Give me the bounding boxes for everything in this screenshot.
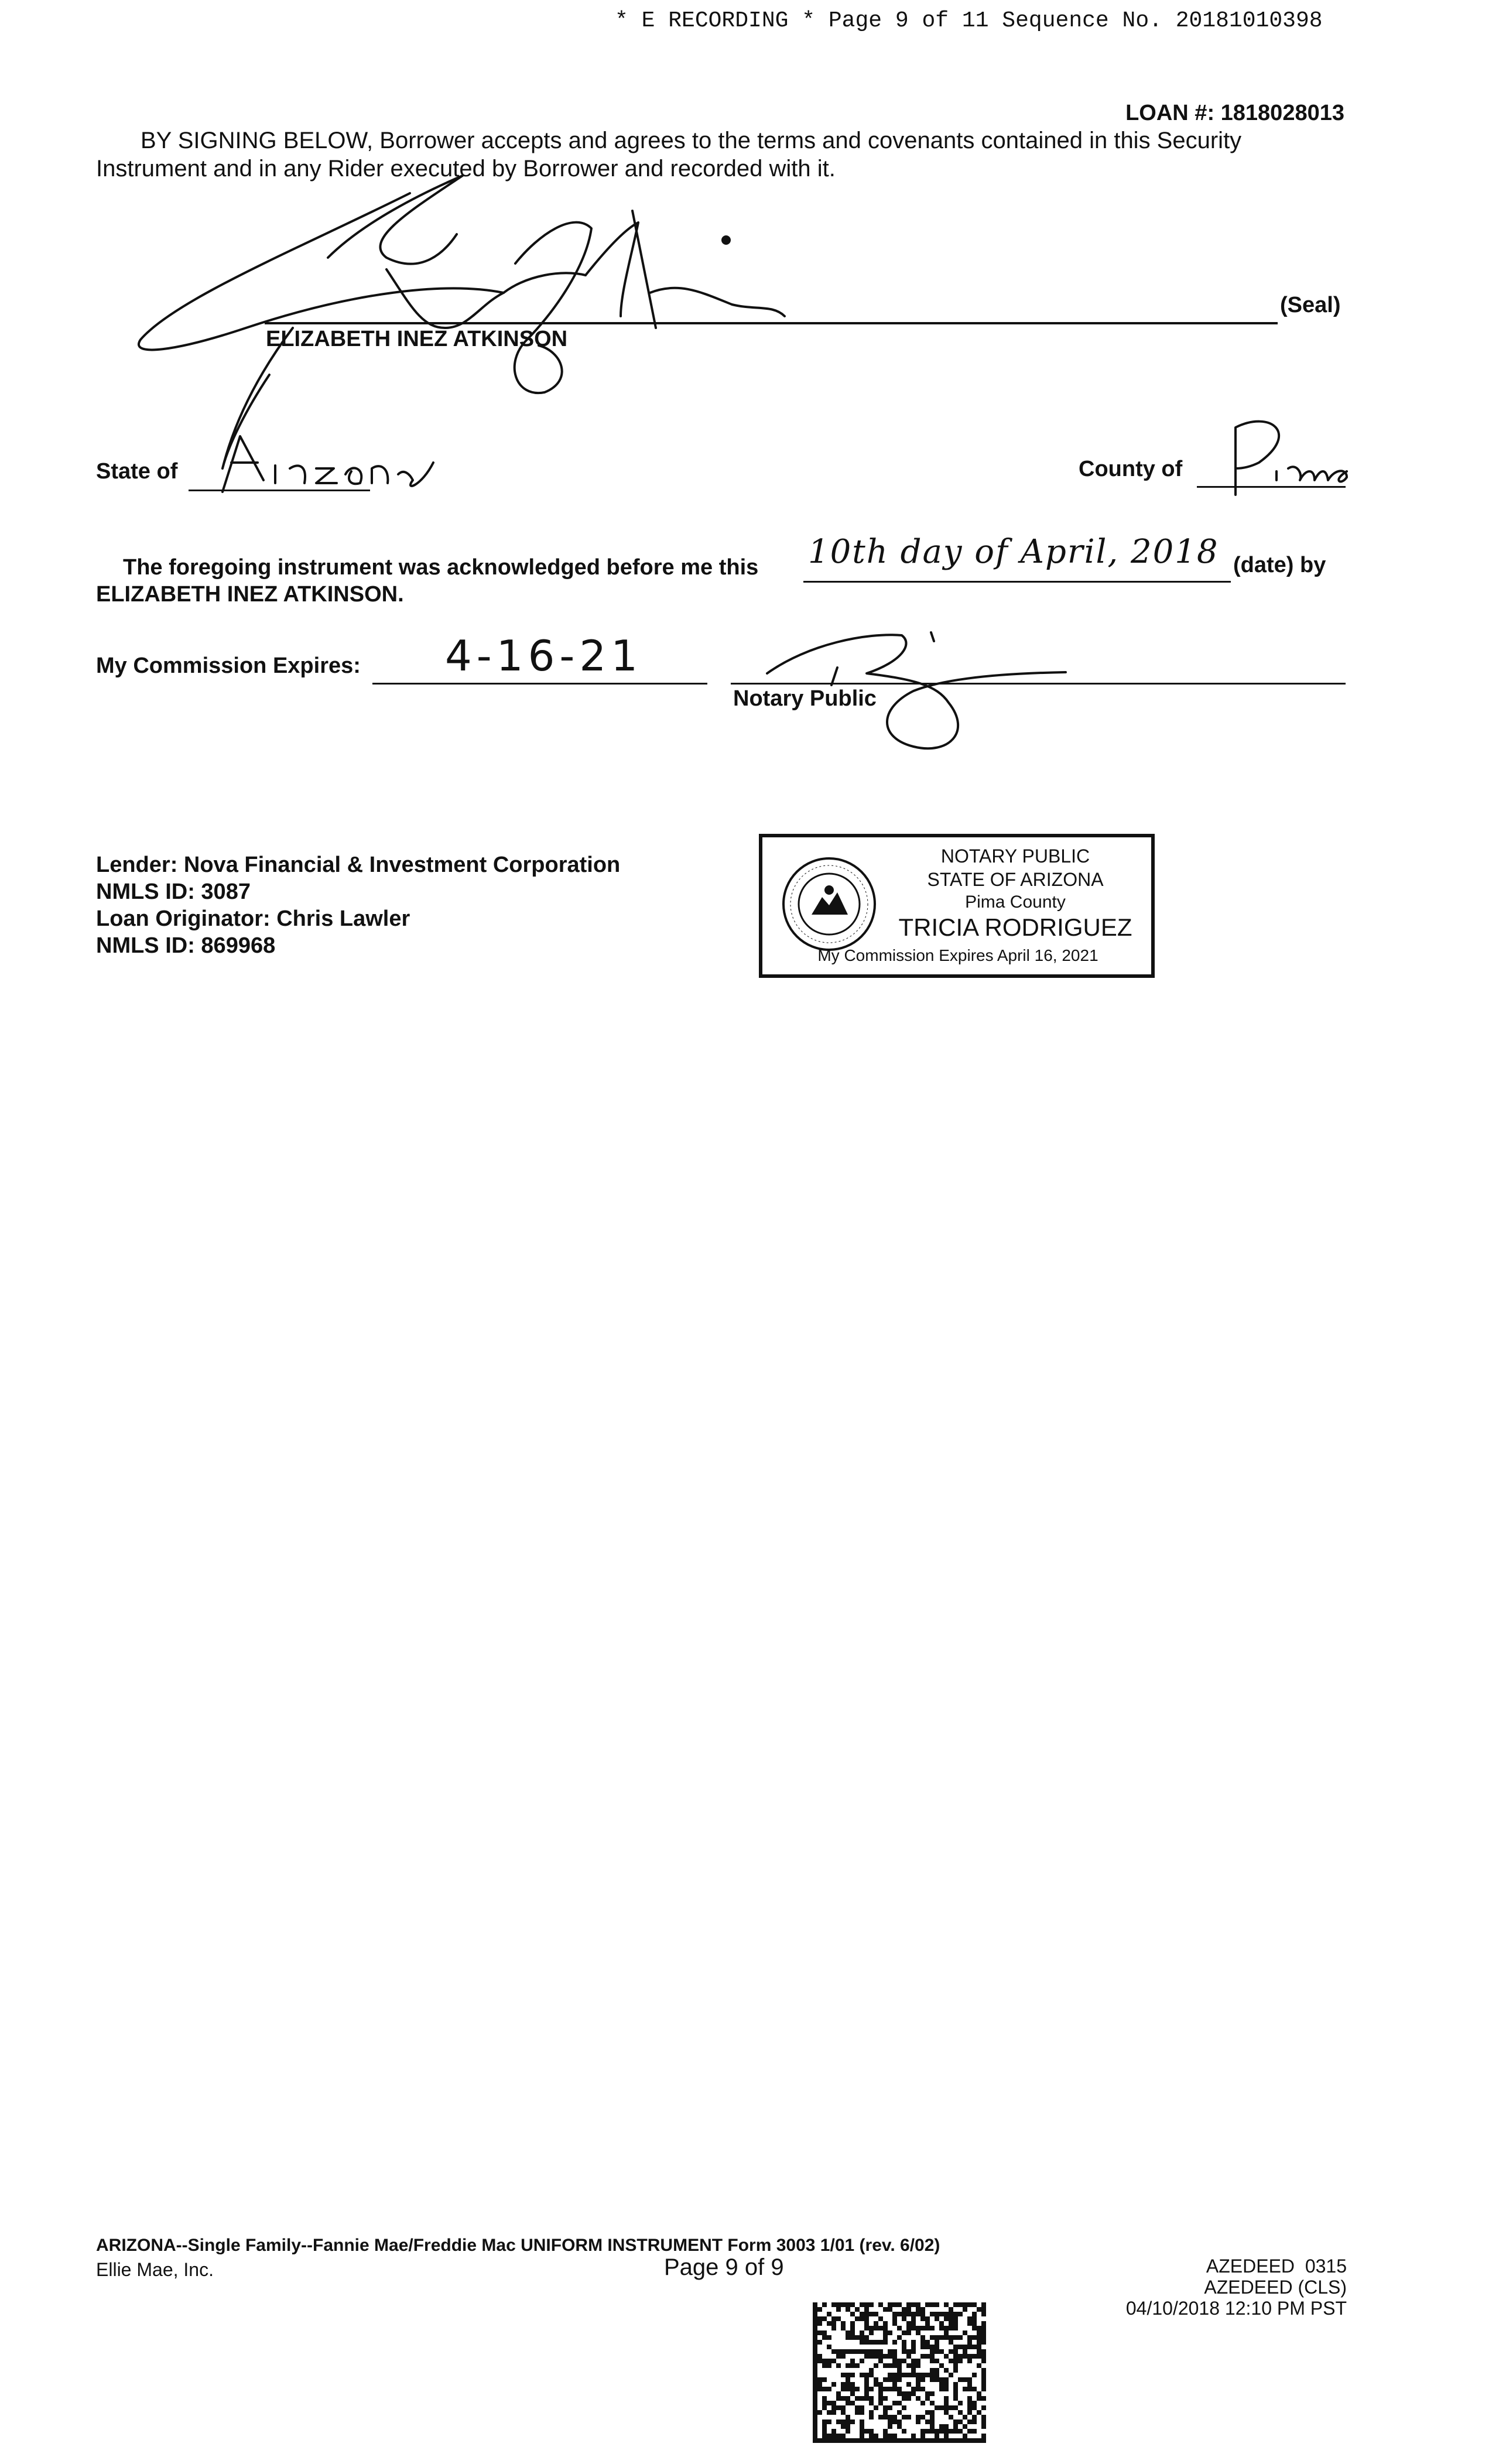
stamp-notary-name: TRICIA RODRIGUEZ (898, 913, 1132, 941)
seal-label: (Seal) (1280, 293, 1341, 317)
date-suffix: (date) by (1233, 553, 1326, 577)
commission-handwriting: 4-16-21 (445, 631, 643, 680)
stamp-line1: NOTARY PUBLIC (940, 846, 1090, 867)
lender-nmls: NMLS ID: 3087 (96, 879, 251, 904)
state-label: State of (96, 459, 178, 484)
form-code: AZEDEED 0315 (1206, 2256, 1347, 2277)
notary-public-label: Notary Public (733, 686, 877, 711)
county-label: County of (1079, 457, 1183, 481)
stamp-expires: My Commission Expires April 16, 2021 (817, 946, 1098, 964)
stamp-line2: STATE OF ARIZONA (927, 869, 1104, 890)
page-number: Page 9 of 9 (664, 2254, 784, 2280)
stamp-line3: Pima County (965, 892, 1066, 912)
recording-header: * E RECORDING * Page 9 of 11 Sequence No. 20181010398 (615, 8, 1323, 33)
form-title: ARIZONA--Single Family--Fannie Mae/Freddie Mac UNIFORM INSTRUMENT Form 3003 1/01 (rev. 6/02) (96, 2236, 940, 2255)
vendor-name: Ellie Mae, Inc. (96, 2259, 214, 2280)
commission-label: My Commission Expires: (96, 653, 361, 678)
acknowledged-name: ELIZABETH INEZ ATKINSON. (96, 582, 404, 607)
notary-signature (0, 0, 1499, 820)
signing-text-line2: Instrument and in any Rider executed by Borrower and recorded with it. (96, 156, 836, 182)
notary-stamp (759, 834, 1155, 978)
signing-text-line1: BY SIGNING BELOW, Borrower accepts and agrees to the terms and covenants contained in this Security (141, 128, 1242, 153)
form-code-cls: AZEDEED (CLS) (1204, 2277, 1347, 2298)
footer-timestamp: 04/10/2018 12:10 PM PST (1125, 2298, 1347, 2319)
loan-originator: Loan Originator: Chris Lawler (96, 906, 410, 931)
borrower-name: ELIZABETH INEZ ATKINSON (266, 327, 568, 351)
barcode-icon (813, 2302, 986, 2443)
loan-number: LOAN #: 1818028013 (1125, 101, 1344, 125)
foregoing-text: The foregoing instrument was acknowledged before me this (123, 555, 759, 580)
arizona-seal-icon (781, 856, 877, 952)
lender-name: Lender: Nova Financial & Investment Corporation (96, 853, 621, 877)
originator-nmls: NMLS ID: 869968 (96, 933, 276, 958)
date-handwriting: 10th day of April, 2018 (808, 533, 1219, 571)
